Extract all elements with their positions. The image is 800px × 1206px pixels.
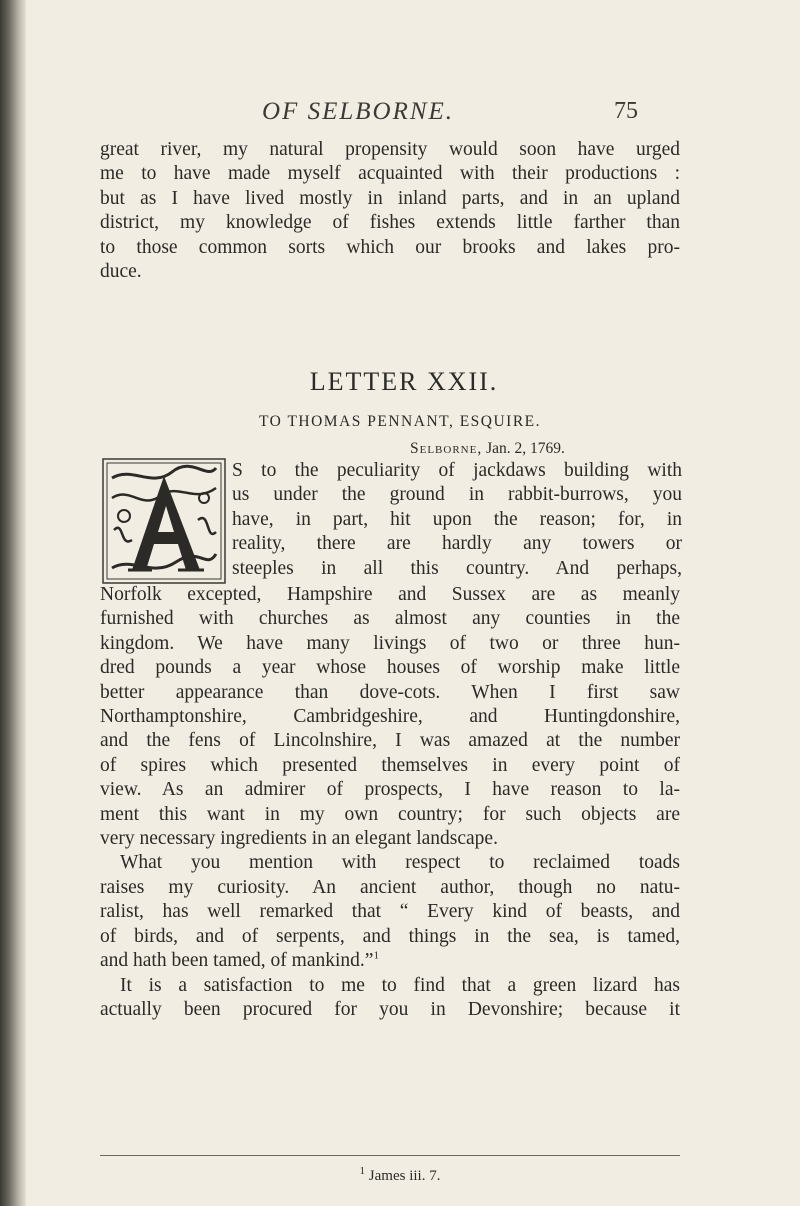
dateline-date: Jan. 2, 1769. xyxy=(486,440,565,457)
text-line: but as I have lived mostly in inland parts, and in an upland xyxy=(100,187,680,209)
text-line: and hath been tamed, of mankind.” xyxy=(100,950,374,972)
binding-gutter xyxy=(0,0,26,1206)
footnote-rule xyxy=(100,1155,680,1156)
running-head-title: OF SELBORNE. xyxy=(262,98,455,125)
text-line: actually been procured for you in Devonshire; because it xyxy=(100,998,680,1020)
text-line: dred pounds a year whose houses of worship make little xyxy=(100,657,680,679)
footnote-text: James iii. 7. xyxy=(368,1168,441,1184)
dropcap-text-line: us under the ground in rabbit-burrows, you xyxy=(232,484,682,506)
page-number: 75 xyxy=(614,98,638,124)
text-line: very necessary ingredients in an elegant landscape. xyxy=(100,828,498,850)
text-line: great river, my natural propensity would soon have urged xyxy=(100,139,680,160)
dropcap-text-line: have, in part, hit upon the reason; for, in xyxy=(232,508,682,530)
letter-addressee: TO THOMAS PENNANT, ESQUIRE. xyxy=(258,413,542,430)
text-line: to those common sorts which our brooks and lakes pro- xyxy=(100,236,680,258)
text-line: What you mention with respect to reclaimed toads xyxy=(120,852,680,874)
dropcap-text-line: S to the peculiarity of jackdaws building with xyxy=(232,460,682,481)
letter-heading: LETTER XXII. xyxy=(309,367,499,396)
footnote-mark: 1 xyxy=(359,1165,366,1177)
footnote xyxy=(0,1165,800,1185)
text-line: of birds, and of serpents, and things in the sea, is tamed, xyxy=(100,925,680,947)
text-line: ment this want in my own country; for such objects are xyxy=(100,803,680,825)
text-line: raises my curiosity. An ancient author, though no natu- xyxy=(100,876,680,898)
text-line: district, my knowledge of fishes extends little farther than xyxy=(100,212,680,234)
text-line: furnished with churches as almost any counties in the xyxy=(100,608,680,630)
letter-body xyxy=(100,583,680,1022)
text-line: It is a satisfaction to me to find that a green lizard has xyxy=(120,974,680,996)
text-line: and the fens of Lincolnshire, I was amazed at the number xyxy=(100,730,680,752)
quote-closing-line xyxy=(100,949,680,973)
text-line: ralist, has well remarked that “ Every kind of beasts, and xyxy=(100,901,680,923)
text-line: me to have made myself acquainted with their productions : xyxy=(100,163,680,185)
text-line: Norfolk excepted, Hampshire and Sussex are as meanly xyxy=(100,584,680,605)
text-line: better appearance than dove-cots. When I first saw xyxy=(100,681,680,703)
dropcap-text-line: steeples in all this country. And perhaps, xyxy=(232,557,682,579)
footnote-reference: 1 xyxy=(373,949,379,962)
dropcap-text-line: reality, there are hardly any towers or xyxy=(232,533,682,555)
text-line: view. As an admirer of prospects, I have reason to la- xyxy=(100,779,680,801)
text-line: kingdom. We have many livings of two or three hun- xyxy=(100,632,680,654)
dateline-place: Selborne, xyxy=(410,440,483,457)
text-line: duce. xyxy=(100,261,142,283)
text-line: Northamptonshire, Cambridgeshire, and Huntingdonshire, xyxy=(100,706,680,728)
letter-dateline xyxy=(410,440,565,458)
opening-paragraph xyxy=(100,138,680,284)
text-line: of spires which presented themselves in every point of xyxy=(100,754,680,776)
ornamental-dropcap-a xyxy=(102,458,226,584)
